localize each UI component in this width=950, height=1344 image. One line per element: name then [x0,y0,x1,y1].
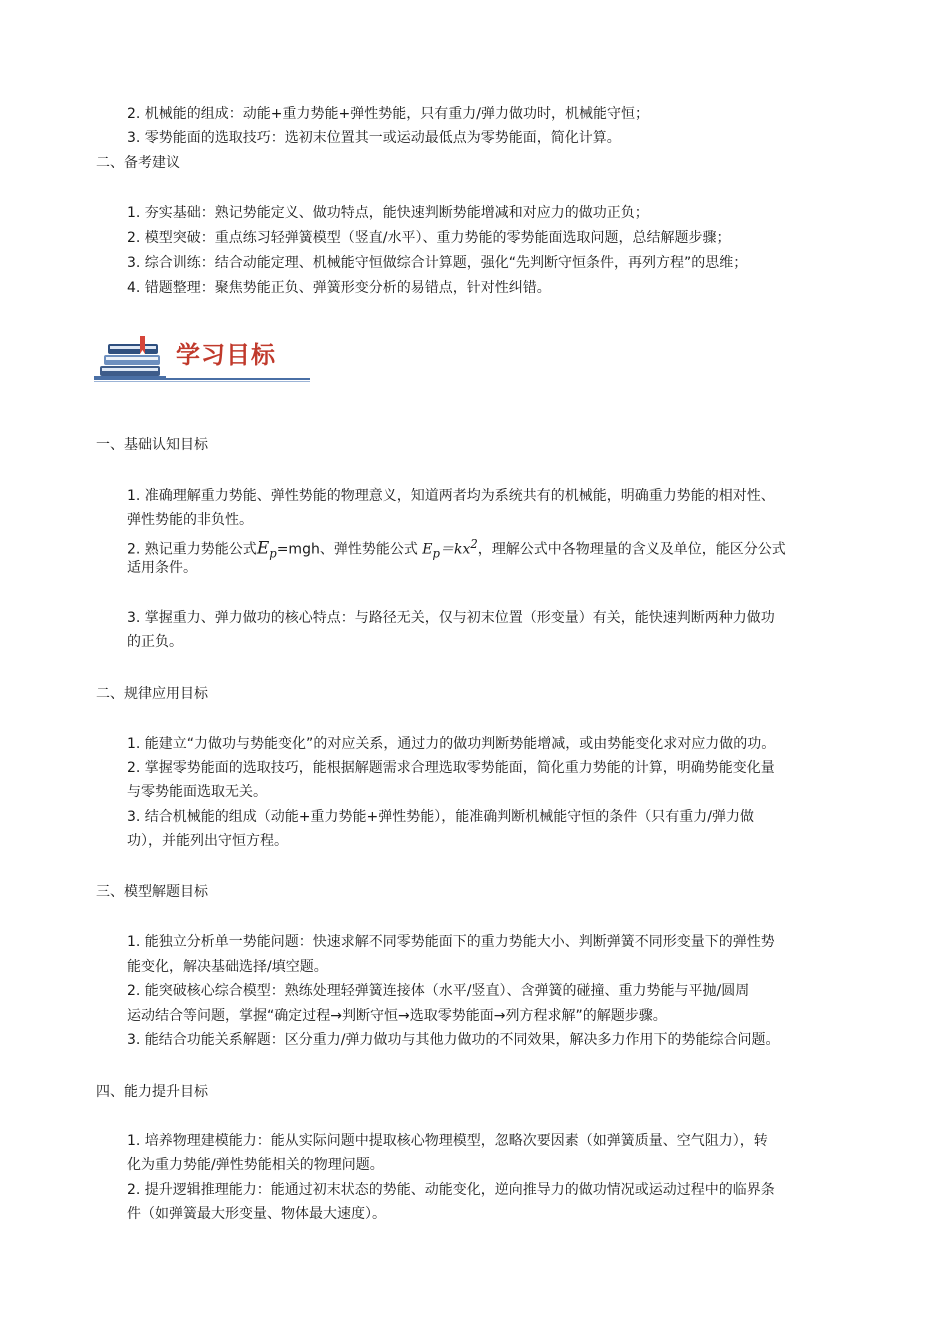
list-item: 2. 掌握零势能面的选取技巧，能根据解题需求合理选取零势能面，简化重力势能的计算，明确势能变化量 [127,760,775,776]
list-item-continued: 弹性势能的非负性。 [127,512,253,528]
list-item: 3. 零势能面的选取技巧：选初末位置其一或运动最低点为零势能面，简化计算。 [127,130,621,146]
section-heading: 一、基础认知目标 [96,437,208,453]
list-item-continued: 与零势能面选取无关。 [127,784,267,800]
list-item: 1. 能独立分析单一势能问题：快速求解不同零势能面下的重力势能大小、判断弹簧不同形变量下的弹性势 [127,934,775,950]
list-item: 1. 培养物理建模能力：能从实际问题中提取核心物理模型，忽略次要因素（如弹簧质量、空气阻力），转 [127,1133,768,1149]
list-item-continued: 的正负。 [127,634,183,650]
list-item: 3. 结合机械能的组成（动能+重力势能+弹性势能），能准确判断机械能守恒的条件（只有重力/弹力做 [127,809,754,825]
section-heading: 三、模型解题目标 [96,884,208,900]
list-item-continued: 化为重力势能/弹性势能相关的物理问题。 [127,1157,384,1173]
banner-title: 学习目标 [176,341,276,369]
list-item: 1. 夯实基础：熟记势能定义、做功特点，能快速判断势能增减和对应力的做功正负； [127,205,649,221]
formula-text: ＝kx [439,541,471,558]
item-text: =mgh、弹性势能公式 [276,541,423,558]
list-item: 2. 提升逻辑推理能力：能通过初末状态的势能、动能变化，逆向推导力的做功情况或运动过程中的临界条 [127,1182,775,1198]
list-item-continued: 功），并能列出守恒方程。 [127,833,288,849]
section-heading: 四、能力提升目标 [96,1084,208,1100]
list-item-continued: 能变化，解决基础选择/填空题。 [127,959,328,975]
books-icon [94,332,170,380]
item-text: ，理解公式中各物理量的含义及单位，能区分公式 [477,541,786,558]
formula-subscript: p [269,546,277,561]
list-item: 4. 错题整理：聚焦势能正负、弹簧形变分析的易错点，针对性纠错。 [127,280,551,296]
list-item: 2. 模型突破：重点练习轻弹簧模型（竖直/水平）、重力势能的零势能面选取问题，总结解题步骤； [127,230,731,246]
section-heading: 二、备考建议 [96,155,180,171]
divider [94,381,310,382]
list-item [127,534,786,563]
section-heading: 二、规律应用目标 [96,686,208,702]
list-item: 3. 综合训练：结合动能定理、机械能守恒做综合计算题，强化“先判断守恒条件，再列方程”的思维； [127,255,748,271]
list-item-continued: 运动结合等问题，掌握“确定过程→判断守恒→选取零势能面→列方程求解”的解题步骤。 [127,1008,667,1024]
list-item: 3. 掌握重力、弹力做功的核心特点：与路径无关，仅与初末位置（形变量）有关，能快速判断两种力做功 [127,610,775,626]
section-banner [94,332,312,384]
list-item-continued: 适用条件。 [127,560,197,576]
divider [94,378,310,380]
list-item: 2. 能突破核心综合模型：熟练处理轻弹簧连接体（水平/竖直）、含弹簧的碰撞、重力势能与平抛/圆周 [127,983,750,999]
formula-superscript: 2 [470,537,478,551]
formula-symbol: E [422,541,433,558]
list-item: 1. 能建立“力做功与势能变化”的对应关系，通过力的做功判断势能增减，或由势能变化求对应力做的功。 [127,736,776,752]
formula-symbol: E [256,538,270,559]
list-item-continued: 件（如弹簧最大形变量、物体最大速度）。 [127,1206,386,1222]
list-item: 2. 机械能的组成：动能+重力势能+弹性势能，只有重力/弹力做功时，机械能守恒； [127,106,649,122]
formula-subscript: p [432,546,440,561]
item-text: 2. 熟记重力势能公式 [127,541,257,558]
list-item: 3. 能结合功能关系解题：区分重力/弹力做功与其他力做功的不同效果，解决多力作用下的势能综合问题。 [127,1032,780,1048]
list-item: 1. 准确理解重力势能、弹性势能的物理意义，知道两者均为系统共有的机械能，明确重力势能的相对性、 [127,488,775,504]
